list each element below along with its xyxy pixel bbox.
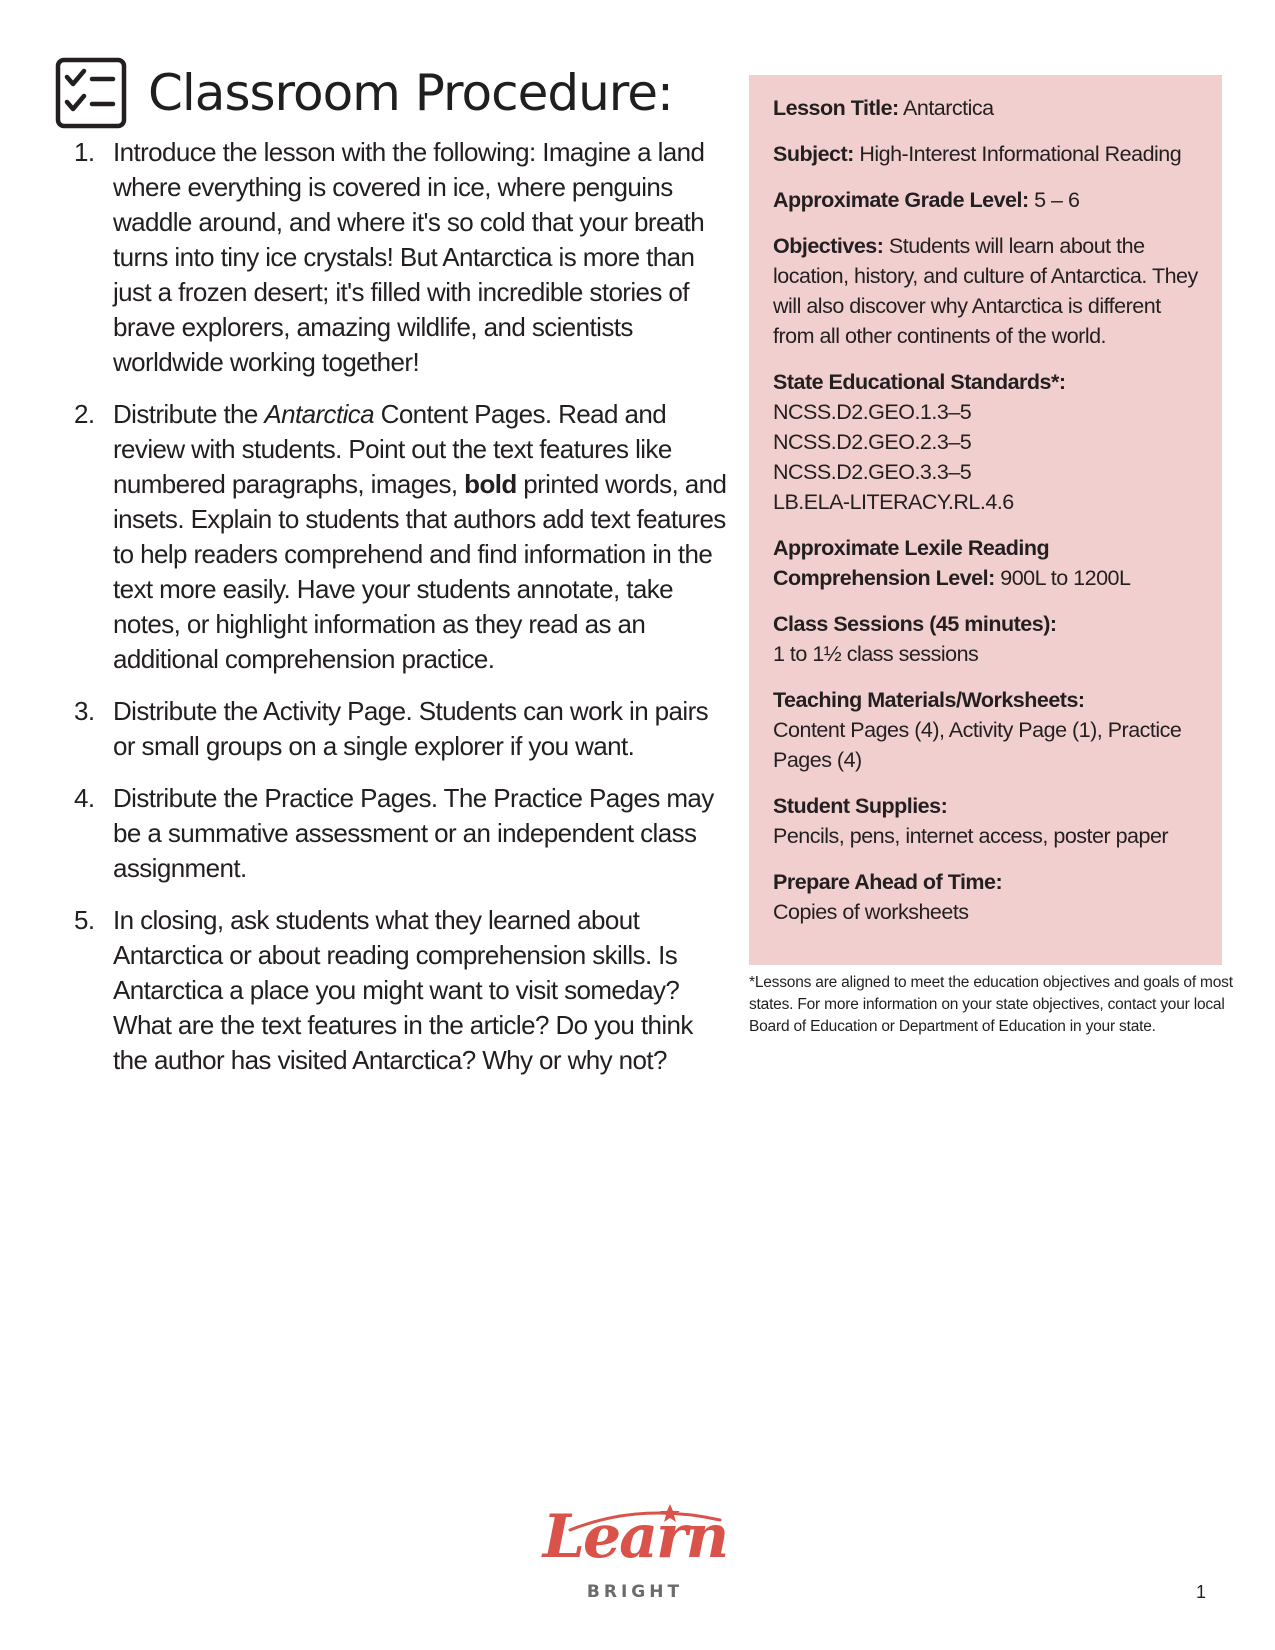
objectives-value: Students will learn about the location, history, and culture of Antarctica. They will also discover why Antarctica is different from all other continents of the world.: [773, 234, 1198, 348]
objectives-item: [773, 231, 1200, 351]
prepare-label: Prepare Ahead of Time:: [773, 870, 1003, 894]
subject-label: Subject:: [773, 142, 854, 166]
step-text-part: Distribute the: [113, 399, 265, 429]
italic-title: Antarctica: [264, 399, 375, 429]
logo-subtext: BRIGHT: [586, 1582, 684, 1602]
procedure-list: [68, 135, 728, 1095]
lesson-title-label: Lesson Title:: [773, 96, 899, 120]
standard-code: NCSS.D2.GEO.2.3–5: [773, 430, 972, 454]
step-number: 3.: [74, 696, 95, 726]
standards-item: [773, 367, 1200, 517]
step-text-part: printed words, and insets. Explain to students that authors add text features to help readers comprehend and find information in the text more easily. Have your students annotate, take notes, or highlight information as they read as an additional comprehension practice.: [113, 469, 727, 674]
lexile-label-line1: Approximate Lexile Reading: [773, 536, 1050, 560]
step-text: In closing, ask students what they learned about Antarctica or about reading comprehension skills. Is Antarctica a place you might want to visit someday? What are the text features in the article? Do you think the author has visited Antarctica? Why or why not?: [113, 905, 693, 1075]
standards-label: State Educational Standards*:: [773, 370, 1066, 394]
subject-item: [773, 139, 1200, 169]
lexile-label-line2: Comprehension Level:: [773, 566, 995, 590]
procedure-step: [68, 781, 728, 886]
standards-footnote: *Lessons are aligned to meet the education objectives and goals of most states. For more information on your state objectives, contact your local Board of Education or Department of Education in your state.: [749, 974, 1233, 1035]
procedure-step: [68, 135, 728, 380]
lexile-value: 900L to 1200L: [1000, 566, 1131, 590]
sessions-value: 1 to 1½ class sessions: [773, 642, 979, 666]
lesson-info-box: [749, 75, 1222, 965]
standard-code: NCSS.D2.GEO.1.3–5: [773, 400, 972, 424]
step-number: 4.: [74, 783, 95, 813]
grade-level-item: [773, 185, 1200, 215]
materials-label: Teaching Materials/Worksheets:: [773, 688, 1085, 712]
prepare-item: [773, 867, 1200, 927]
prepare-value: Copies of worksheets: [773, 900, 969, 924]
page-number: 1: [1196, 1582, 1207, 1602]
sessions-item: [773, 609, 1200, 669]
procedure-step: [68, 694, 728, 764]
grade-level-value: 5 – 6: [1034, 188, 1080, 212]
materials-item: [773, 685, 1200, 775]
lesson-title-value: Antarctica: [903, 96, 994, 120]
supplies-label: Student Supplies:: [773, 794, 948, 818]
bold-word: bold: [464, 469, 517, 499]
grade-level-label: Approximate Grade Level:: [773, 188, 1029, 212]
procedure-step: [68, 397, 728, 677]
checklist-icon: [55, 57, 129, 131]
step-text: [113, 399, 726, 674]
step-number: 2.: [74, 399, 95, 429]
lexile-item: [773, 533, 1200, 593]
materials-value: Content Pages (4), Activity Page (1), Practice Pages (4): [773, 718, 1182, 772]
step-text-part: Content Pages. Read and review with students. Point out the text features like numbered paragraphs, images,: [113, 399, 672, 499]
step-text: Distribute the Activity Page. Students can work in pairs or small groups on a single explorer if you want.: [113, 696, 709, 761]
lesson-title-item: [773, 93, 1200, 123]
procedure-step: [68, 903, 728, 1078]
subject-value: High-Interest Informational Reading: [859, 142, 1182, 166]
standard-code: NCSS.D2.GEO.3.3–5: [773, 460, 972, 484]
learn-bright-logo: [530, 1498, 740, 1610]
step-number: 5.: [74, 905, 95, 935]
step-text: Introduce the lesson with the following: Imagine a land where everything is covered in ice, where penguins waddle around, and where it's so cold that your breath turns into tiny ice crystals! But Antarctica is more than just a frozen desert; it's filled with incredible stories of brave explorers, amazing wildlife, and scientists worldwide working together!: [113, 137, 705, 377]
sessions-label: Class Sessions (45 minutes):: [773, 612, 1057, 636]
objectives-label: Objectives:: [773, 234, 884, 258]
step-text: Distribute the Practice Pages. The Practice Pages may be a summative assessment or an independent class assignment.: [113, 783, 714, 883]
step-number: 1.: [74, 137, 95, 167]
logo-wordmark: Learn: [542, 1502, 728, 1572]
supplies-value: Pencils, pens, internet access, poster paper: [773, 824, 1169, 848]
page-title: Classroom Procedure:: [148, 64, 673, 122]
standard-code: LB.ELA-LITERACY.RL.4.6: [773, 490, 1014, 514]
supplies-item: [773, 791, 1200, 851]
page-header: [52, 52, 692, 132]
